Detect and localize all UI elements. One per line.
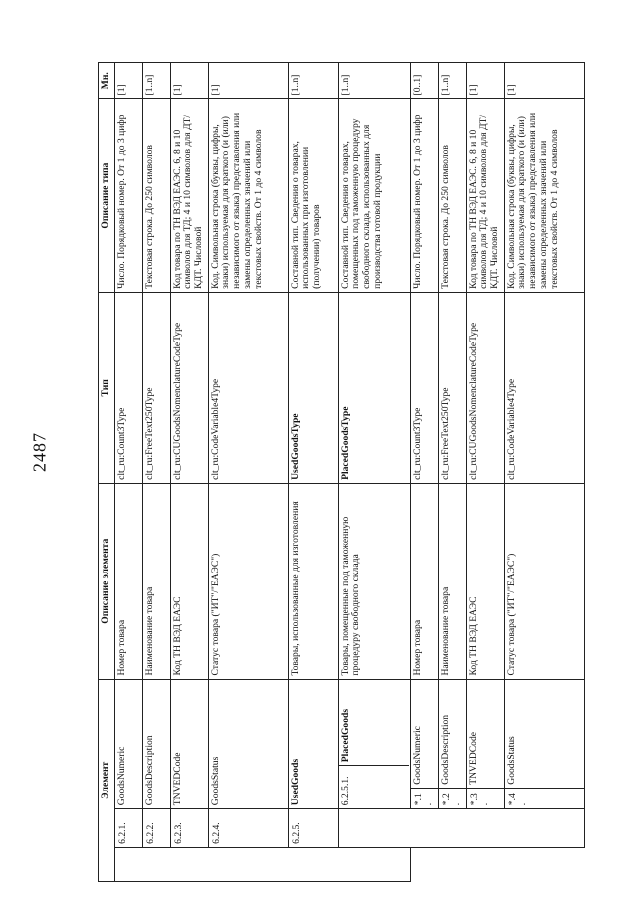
page-number: 2487 <box>29 432 50 472</box>
element-name: GoodsNumeric <box>410 679 438 788</box>
element-description: Номер товара <box>410 483 438 679</box>
indent-cell <box>114 847 142 881</box>
element-description: Код ТН ВЭД ЕАЭС <box>170 483 208 679</box>
row-number: 6.2.5.1. <box>339 765 409 808</box>
type-description: Код. Символьная строка (буквы, цифры, знаки) используемая для краткого (и (или) независимого от языка) представления или замены определенных значений или текстовых свойств. От 1 до 4 символов <box>504 99 584 292</box>
element-name: GoodsNumeric <box>114 679 142 809</box>
multiplicity: [1] <box>170 63 208 99</box>
type-description: Число. Порядковый номер. От 1 до 3 цифр <box>114 99 142 292</box>
type-description: Составной тип. Сведения о товарах, использованных при изготовлении (получении) товаров <box>288 99 338 292</box>
indent-cell <box>504 847 584 881</box>
indent-cell <box>170 847 208 881</box>
table-row <box>410 63 438 882</box>
type-description: Код товара по ТН ВЭД ЕАЭС. 6, 8 и 10 символов для ТД; 4 и 10 символов для ДТ/КДТ. Числовой <box>466 99 504 292</box>
indent-cell <box>338 809 410 848</box>
multiplicity: [1..n] <box>338 63 410 99</box>
row-number: *.4. <box>504 788 584 808</box>
multiplicity: [1] <box>504 63 584 99</box>
element-type: clt_ru:Count3Type <box>114 292 142 483</box>
table-row <box>142 63 170 882</box>
element-name: GoodsDescription <box>142 679 170 809</box>
element-name: TNVEDCode <box>466 679 504 788</box>
element-description: Номер товара <box>114 483 142 679</box>
indent-cell <box>466 809 504 848</box>
indent-cell <box>410 809 438 848</box>
element-type: clt_ru:FreeText250Type <box>142 292 170 483</box>
type-description: Число. Порядковый номер. От 1 до 3 цифр <box>410 99 438 292</box>
header-element-description: Описание элемента <box>99 483 115 679</box>
table-row <box>438 63 466 882</box>
table-row <box>504 63 584 882</box>
element-type: UsedGoodsType <box>288 292 338 483</box>
indent-cell <box>288 847 338 881</box>
element-type: clt_ru:CUGoodsNomenclatureCodeType <box>466 292 504 483</box>
header-type: Тип <box>99 292 115 483</box>
header-element: Элемент <box>99 679 115 881</box>
header-type-description: Описание типа <box>99 99 115 292</box>
element-type: clt_ru:CodeVariable4Type <box>504 292 584 483</box>
table-row <box>338 63 410 882</box>
indent-cell <box>438 809 466 848</box>
indent-cell <box>438 847 466 881</box>
element-type: PlacedGoodsType <box>338 292 410 483</box>
indent-cell <box>410 847 438 881</box>
row-number: 6.2.3. <box>170 809 208 848</box>
type-description: Текстовая строка. До 250 символов <box>438 99 466 292</box>
table-row <box>170 63 208 882</box>
indent-cell <box>504 809 584 848</box>
indent-cell <box>466 847 504 881</box>
multiplicity: [1..n] <box>288 63 338 99</box>
rotated-table-container <box>98 62 578 882</box>
element-description: Код ТН ВЭД ЕАЭС <box>466 483 504 679</box>
table-row <box>208 63 288 882</box>
element-name: PlacedGoods <box>339 708 351 763</box>
table-row <box>288 63 338 882</box>
element-description: Товары, помещенные под таможенную процедуру свободного склада <box>338 483 410 679</box>
row-number: 6.2.5. <box>288 809 338 848</box>
multiplicity: [1..n] <box>438 63 466 99</box>
element-description: Товары, использованные для изготовления <box>288 483 338 679</box>
multiplicity: [0..1] <box>410 63 438 99</box>
type-description: Текстовая строка. До 250 символов <box>142 99 170 292</box>
type-description: Код. Символьная строка (буквы, цифры, знаки) используемая для краткого (и (или) независимого от языка) представления или замены определенных значений или текстовых свойств. От 1 до 4 символов <box>208 99 288 292</box>
table-row <box>114 63 142 882</box>
multiplicity: [1..n] <box>142 63 170 99</box>
schema-table <box>98 62 585 882</box>
element-description: Наименование товара <box>142 483 170 679</box>
row-number: 6.2.4. <box>208 809 288 848</box>
multiplicity: [1] <box>114 63 142 99</box>
row-number: 6.2.2. <box>142 809 170 848</box>
row-number: *.1. <box>410 788 438 808</box>
row-number: 6.2.1. <box>114 809 142 848</box>
type-description: Код товара по ТН ВЭД ЕАЭС. 6, 8 и 10 символов для ТД; 4 и 10 символов для ДТ/КДТ. Числовой <box>170 99 208 292</box>
indent-cell <box>142 847 170 881</box>
indent-cell <box>338 847 410 881</box>
row-number: *.2. <box>438 788 466 808</box>
header-multiplicity: Мн. <box>99 63 115 99</box>
multiplicity: [1] <box>466 63 504 99</box>
element-description: Наименование товара <box>438 483 466 679</box>
element-name: GoodsStatus <box>504 679 584 788</box>
element-type: clt_ru:CodeVariable4Type <box>208 292 288 483</box>
element-description: Статус товара ("ИТ"/"ЕАЭС") <box>208 483 288 679</box>
row-number: *.3. <box>466 788 504 808</box>
element-name-group <box>338 679 410 809</box>
element-name: TNVEDCode <box>170 679 208 809</box>
element-type: clt_ru:Count3Type <box>410 292 438 483</box>
type-description: Составной тип. Сведения о товарах, помещенных под таможенную процедуру свободного склада, использованных для производства готовой продукции <box>338 99 410 292</box>
element-type: clt_ru:CUGoodsNomenclatureCodeType <box>170 292 208 483</box>
element-name: GoodsDescription <box>438 679 466 788</box>
table-row <box>466 63 504 882</box>
multiplicity: [1] <box>208 63 288 99</box>
element-description: Статус товара ("ИТ"/"ЕАЭС") <box>504 483 584 679</box>
element-name: UsedGoods <box>288 679 338 809</box>
indent-cell <box>208 847 288 881</box>
element-type: clt_ru:FreeText250Type <box>438 292 466 483</box>
table-header-row <box>99 63 115 882</box>
element-name: GoodsStatus <box>208 679 288 809</box>
